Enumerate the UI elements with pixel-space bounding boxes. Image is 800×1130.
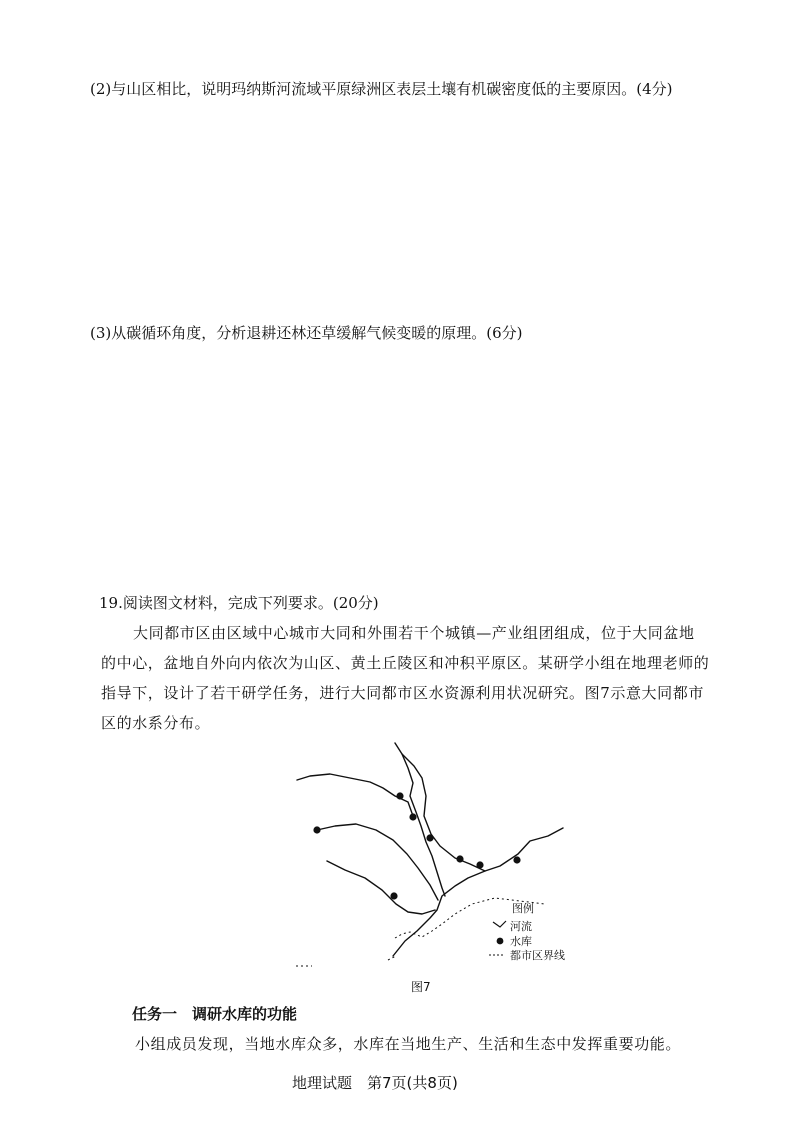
reservoir-marker: [409, 813, 416, 820]
legend-reservoir-label: 水库: [510, 935, 532, 948]
reservoir-marker: [390, 892, 397, 899]
legend-title: 图例: [512, 902, 534, 915]
passage-line-4: 区的水系分布。: [101, 714, 211, 732]
reservoir-marker: [513, 856, 520, 863]
upper-right-tributary: [402, 754, 485, 871]
reservoir-marker: [426, 834, 433, 841]
task-1-title: 任务一 调研水库的功能: [132, 1005, 298, 1023]
river-system-map: [290, 738, 590, 970]
metro-boundary-lower: [388, 956, 396, 960]
passage-line-3: 指导下，设计了若干研学任务，进行大同都市区水资源利用状况研究。图7示意大同都市: [101, 684, 704, 702]
page-footer: 地理试题 第7页(共8页): [292, 1074, 458, 1092]
question-19: 19.阅读图文材料，完成下列要求。(20分): [99, 594, 379, 612]
northwest-tributary: [297, 774, 413, 816]
figure-caption: 图7: [411, 980, 431, 994]
reservoir-marker: [476, 861, 483, 868]
middle-west-tributary: [317, 824, 438, 900]
question-3: (3)从碳循环角度，分析退耕还林还草缓解气候变暖的原理。(6分): [90, 324, 523, 342]
reservoir-marker: [313, 826, 320, 833]
reservoir-marker: [396, 792, 403, 799]
reservoir-marker: [456, 855, 463, 862]
map-legend: [489, 901, 565, 962]
task-1-text: 小组成员发现，当地水库众多，水库在当地生产、生活和生态中发挥重要功能。: [135, 1035, 682, 1053]
legend-reservoir-symbol: [497, 938, 504, 945]
question-2: (2)与山区相比，说明玛纳斯河流域平原绿洲区表层土壤有机碳密度低的主要原因。(4分): [90, 80, 673, 98]
main-river: [393, 828, 563, 956]
passage-line-1: 大同都市区由区域中心城市大同和外围若干个城镇—产业组团组成，位于大同盆地: [133, 624, 695, 642]
legend-river-symbol: [493, 921, 506, 927]
passage-line-2: 的中心，盆地自外向内依次为山区、黄土丘陵区和冲积平原区。某研学小组在地理老师的: [101, 654, 710, 672]
legend-river-label: 河流: [510, 920, 532, 933]
legend-boundary-label: 都市区界线: [510, 949, 565, 962]
north-tributary: [395, 743, 445, 896]
